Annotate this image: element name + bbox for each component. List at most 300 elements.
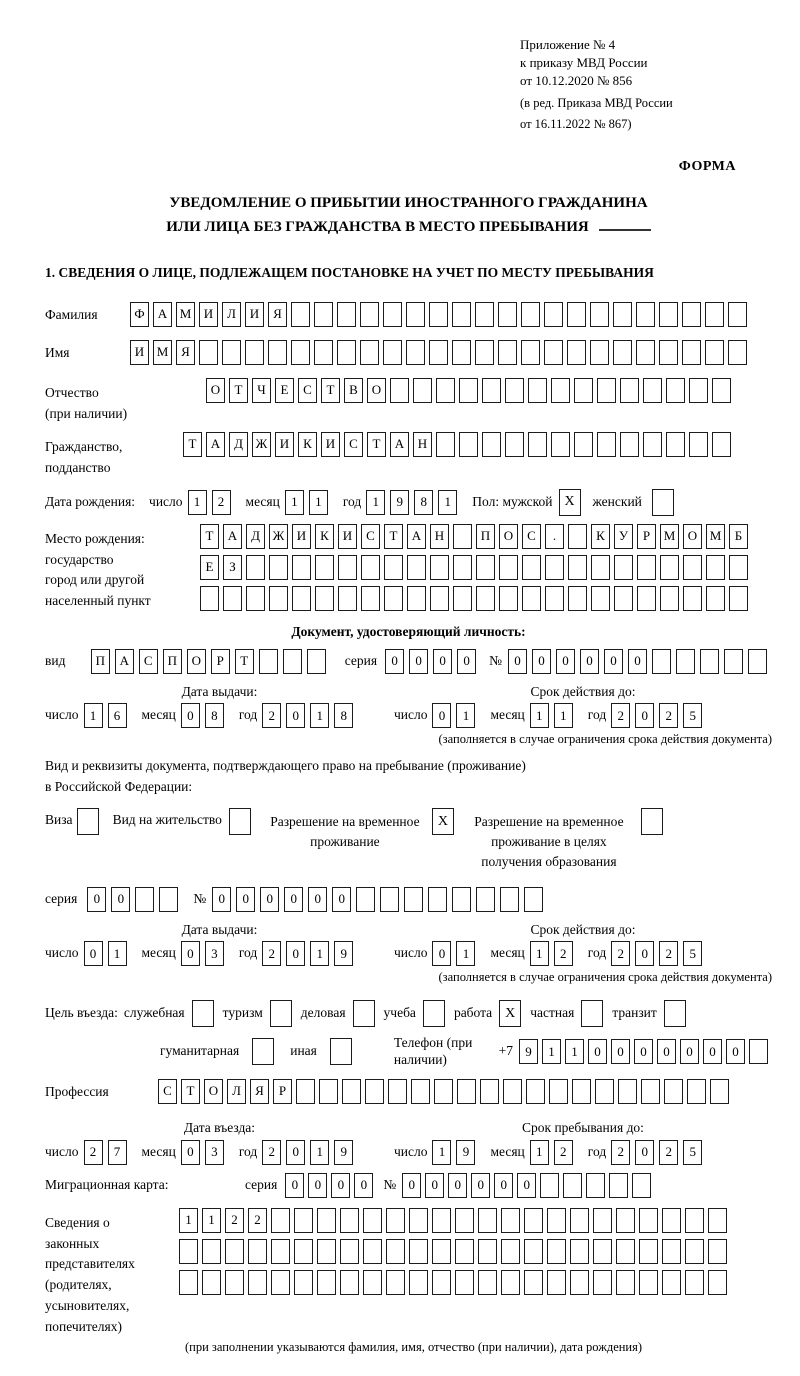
form-cell[interactable]: Е bbox=[200, 555, 219, 580]
form-cell[interactable] bbox=[689, 432, 708, 457]
form-cell[interactable]: 0 bbox=[308, 1173, 327, 1198]
form-cell[interactable] bbox=[652, 649, 671, 674]
form-cell[interactable]: Б bbox=[729, 524, 748, 549]
form-cell[interactable] bbox=[499, 555, 518, 580]
form-cell[interactable] bbox=[591, 555, 610, 580]
form-cell[interactable] bbox=[307, 649, 326, 674]
form-cell[interactable]: З bbox=[223, 555, 242, 580]
form-cell[interactable] bbox=[586, 1173, 605, 1198]
form-cell[interactable]: 1 bbox=[188, 490, 207, 515]
form-cell[interactable]: 1 bbox=[565, 1039, 584, 1064]
form-cell[interactable]: 0 bbox=[508, 649, 527, 674]
form-cell[interactable]: 2 bbox=[262, 703, 281, 728]
form-cell[interactable] bbox=[455, 1208, 474, 1233]
purpose-humanitarian-checkbox[interactable] bbox=[252, 1038, 274, 1065]
form-cell[interactable] bbox=[590, 302, 609, 327]
form-cell[interactable]: 2 bbox=[611, 941, 630, 966]
form-cell[interactable]: Д bbox=[229, 432, 248, 457]
form-cell[interactable]: 1 bbox=[432, 1140, 451, 1165]
form-cell[interactable] bbox=[659, 302, 678, 327]
form-cell[interactable] bbox=[547, 1208, 566, 1233]
form-cell[interactable] bbox=[248, 1270, 267, 1295]
form-cell[interactable] bbox=[480, 1079, 499, 1104]
form-cell[interactable]: Т bbox=[183, 432, 202, 457]
form-cell[interactable] bbox=[521, 302, 540, 327]
form-cell[interactable] bbox=[522, 586, 541, 611]
form-cell[interactable]: Д bbox=[246, 524, 265, 549]
form-cell[interactable]: . bbox=[545, 524, 564, 549]
purpose-transit-checkbox[interactable] bbox=[664, 1000, 686, 1027]
form-cell[interactable] bbox=[563, 1173, 582, 1198]
form-cell[interactable] bbox=[294, 1270, 313, 1295]
form-cell[interactable]: К bbox=[298, 432, 317, 457]
form-cell[interactable]: А bbox=[206, 432, 225, 457]
form-cell[interactable] bbox=[179, 1270, 198, 1295]
form-cell[interactable] bbox=[710, 1079, 729, 1104]
form-cell[interactable]: 0 bbox=[286, 703, 305, 728]
form-cell[interactable] bbox=[294, 1239, 313, 1264]
purpose-official-checkbox[interactable] bbox=[192, 1000, 214, 1027]
form-cell[interactable]: 0 bbox=[181, 1140, 200, 1165]
form-cell[interactable]: 0 bbox=[84, 941, 103, 966]
form-cell[interactable] bbox=[591, 586, 610, 611]
form-cell[interactable]: 2 bbox=[262, 1140, 281, 1165]
form-cell[interactable] bbox=[225, 1270, 244, 1295]
form-cell[interactable]: 3 bbox=[205, 941, 224, 966]
form-cell[interactable] bbox=[593, 1208, 612, 1233]
form-cell[interactable]: А bbox=[390, 432, 409, 457]
form-cell[interactable] bbox=[712, 432, 731, 457]
form-cell[interactable] bbox=[455, 1270, 474, 1295]
form-cell[interactable] bbox=[383, 340, 402, 365]
form-cell[interactable]: 0 bbox=[556, 649, 575, 674]
form-cell[interactable] bbox=[662, 1270, 681, 1295]
form-cell[interactable]: 0 bbox=[385, 649, 404, 674]
form-cell[interactable]: С bbox=[344, 432, 363, 457]
form-cell[interactable] bbox=[505, 378, 524, 403]
form-cell[interactable]: 0 bbox=[111, 887, 130, 912]
form-cell[interactable] bbox=[545, 555, 564, 580]
form-cell[interactable] bbox=[338, 586, 357, 611]
form-cell[interactable]: 0 bbox=[657, 1039, 676, 1064]
form-cell[interactable] bbox=[340, 1239, 359, 1264]
form-cell[interactable] bbox=[356, 887, 375, 912]
form-cell[interactable] bbox=[708, 1208, 727, 1233]
form-cell[interactable] bbox=[222, 340, 241, 365]
form-cell[interactable]: С bbox=[298, 378, 317, 403]
form-cell[interactable] bbox=[572, 1079, 591, 1104]
form-cell[interactable] bbox=[595, 1079, 614, 1104]
form-cell[interactable] bbox=[135, 887, 154, 912]
form-cell[interactable] bbox=[639, 1208, 658, 1233]
form-cell[interactable] bbox=[432, 1208, 451, 1233]
form-cell[interactable]: Т bbox=[321, 378, 340, 403]
form-cell[interactable] bbox=[524, 1208, 543, 1233]
form-cell[interactable]: 1 bbox=[310, 1140, 329, 1165]
form-cell[interactable] bbox=[574, 378, 593, 403]
form-cell[interactable] bbox=[478, 1208, 497, 1233]
form-cell[interactable] bbox=[409, 1239, 428, 1264]
form-cell[interactable]: 2 bbox=[248, 1208, 267, 1233]
form-cell[interactable] bbox=[453, 555, 472, 580]
form-cell[interactable]: П bbox=[476, 524, 495, 549]
form-cell[interactable]: 2 bbox=[262, 941, 281, 966]
form-cell[interactable] bbox=[411, 1079, 430, 1104]
form-cell[interactable] bbox=[682, 302, 701, 327]
form-cell[interactable] bbox=[528, 378, 547, 403]
form-cell[interactable] bbox=[616, 1208, 635, 1233]
form-cell[interactable] bbox=[641, 1079, 660, 1104]
form-cell[interactable]: 0 bbox=[286, 941, 305, 966]
form-cell[interactable] bbox=[528, 432, 547, 457]
form-cell[interactable]: 1 bbox=[309, 490, 328, 515]
form-cell[interactable] bbox=[712, 378, 731, 403]
form-cell[interactable]: Р bbox=[211, 649, 230, 674]
form-cell[interactable] bbox=[315, 555, 334, 580]
form-cell[interactable]: Т bbox=[235, 649, 254, 674]
form-cell[interactable]: М bbox=[660, 524, 679, 549]
form-cell[interactable] bbox=[708, 1270, 727, 1295]
form-cell[interactable] bbox=[524, 1270, 543, 1295]
form-cell[interactable] bbox=[478, 1270, 497, 1295]
form-cell[interactable] bbox=[340, 1208, 359, 1233]
form-cell[interactable] bbox=[526, 1079, 545, 1104]
form-cell[interactable] bbox=[475, 340, 494, 365]
form-cell[interactable] bbox=[246, 586, 265, 611]
form-cell[interactable]: 9 bbox=[334, 1140, 353, 1165]
form-cell[interactable] bbox=[384, 555, 403, 580]
form-cell[interactable] bbox=[683, 555, 702, 580]
form-cell[interactable] bbox=[614, 586, 633, 611]
form-cell[interactable] bbox=[636, 340, 655, 365]
form-cell[interactable] bbox=[246, 555, 265, 580]
form-cell[interactable] bbox=[361, 555, 380, 580]
form-cell[interactable] bbox=[452, 340, 471, 365]
form-cell[interactable] bbox=[643, 378, 662, 403]
form-cell[interactable]: 0 bbox=[680, 1039, 699, 1064]
form-cell[interactable] bbox=[159, 887, 178, 912]
form-cell[interactable] bbox=[706, 586, 725, 611]
form-cell[interactable]: 0 bbox=[285, 1173, 304, 1198]
form-cell[interactable] bbox=[551, 432, 570, 457]
form-cell[interactable] bbox=[683, 586, 702, 611]
form-cell[interactable]: 2 bbox=[611, 703, 630, 728]
form-cell[interactable] bbox=[199, 340, 218, 365]
form-cell[interactable]: Ф bbox=[130, 302, 149, 327]
form-cell[interactable]: 1 bbox=[456, 941, 475, 966]
form-cell[interactable] bbox=[597, 432, 616, 457]
form-cell[interactable]: 5 bbox=[683, 941, 702, 966]
form-cell[interactable] bbox=[568, 555, 587, 580]
form-cell[interactable]: Т bbox=[367, 432, 386, 457]
form-cell[interactable] bbox=[245, 340, 264, 365]
form-cell[interactable]: Ж bbox=[252, 432, 271, 457]
form-cell[interactable]: 0 bbox=[634, 1039, 653, 1064]
form-cell[interactable] bbox=[384, 586, 403, 611]
form-cell[interactable]: К bbox=[315, 524, 334, 549]
form-cell[interactable]: 2 bbox=[554, 1140, 573, 1165]
form-cell[interactable]: 0 bbox=[425, 1173, 444, 1198]
form-cell[interactable] bbox=[568, 586, 587, 611]
form-cell[interactable]: 1 bbox=[84, 703, 103, 728]
purpose-work-checkbox[interactable]: X bbox=[499, 1000, 521, 1027]
form-cell[interactable] bbox=[457, 1079, 476, 1104]
visa-checkbox[interactable] bbox=[77, 808, 99, 835]
form-cell[interactable] bbox=[570, 1239, 589, 1264]
form-cell[interactable]: А bbox=[407, 524, 426, 549]
form-cell[interactable]: 0 bbox=[236, 887, 255, 912]
purpose-other-checkbox[interactable] bbox=[330, 1038, 352, 1065]
form-cell[interactable]: 2 bbox=[659, 941, 678, 966]
form-cell[interactable]: В bbox=[344, 378, 363, 403]
form-cell[interactable] bbox=[524, 887, 543, 912]
form-cell[interactable]: О bbox=[499, 524, 518, 549]
form-cell[interactable]: 0 bbox=[457, 649, 476, 674]
form-cell[interactable]: А bbox=[223, 524, 242, 549]
form-cell[interactable] bbox=[452, 302, 471, 327]
form-cell[interactable]: 1 bbox=[530, 1140, 549, 1165]
form-cell[interactable] bbox=[705, 340, 724, 365]
form-cell[interactable] bbox=[361, 586, 380, 611]
form-cell[interactable]: 0 bbox=[332, 887, 351, 912]
form-cell[interactable]: 0 bbox=[286, 1140, 305, 1165]
form-cell[interactable]: Т bbox=[200, 524, 219, 549]
form-cell[interactable]: 0 bbox=[703, 1039, 722, 1064]
form-cell[interactable]: И bbox=[130, 340, 149, 365]
form-cell[interactable]: 1 bbox=[530, 941, 549, 966]
form-cell[interactable]: 1 bbox=[542, 1039, 561, 1064]
form-cell[interactable]: Р bbox=[637, 524, 656, 549]
form-cell[interactable] bbox=[728, 302, 747, 327]
form-cell[interactable] bbox=[660, 555, 679, 580]
form-cell[interactable] bbox=[337, 302, 356, 327]
form-cell[interactable] bbox=[522, 555, 541, 580]
form-cell[interactable]: Я bbox=[268, 302, 287, 327]
form-cell[interactable]: Я bbox=[250, 1079, 269, 1104]
form-cell[interactable] bbox=[453, 586, 472, 611]
form-cell[interactable] bbox=[593, 1239, 612, 1264]
form-cell[interactable]: 2 bbox=[225, 1208, 244, 1233]
form-cell[interactable]: 5 bbox=[683, 703, 702, 728]
form-cell[interactable]: Я bbox=[176, 340, 195, 365]
form-cell[interactable]: А bbox=[115, 649, 134, 674]
form-cell[interactable]: Т bbox=[384, 524, 403, 549]
form-cell[interactable]: 1 bbox=[179, 1208, 198, 1233]
form-cell[interactable] bbox=[406, 340, 425, 365]
form-cell[interactable]: П bbox=[91, 649, 110, 674]
form-cell[interactable]: 0 bbox=[402, 1173, 421, 1198]
form-cell[interactable] bbox=[505, 432, 524, 457]
form-cell[interactable]: 0 bbox=[284, 887, 303, 912]
form-cell[interactable] bbox=[409, 1208, 428, 1233]
form-cell[interactable] bbox=[593, 1270, 612, 1295]
form-cell[interactable] bbox=[291, 302, 310, 327]
form-cell[interactable]: 0 bbox=[354, 1173, 373, 1198]
form-cell[interactable] bbox=[271, 1239, 290, 1264]
form-cell[interactable] bbox=[620, 378, 639, 403]
form-cell[interactable] bbox=[662, 1239, 681, 1264]
form-cell[interactable] bbox=[292, 586, 311, 611]
form-cell[interactable] bbox=[689, 378, 708, 403]
form-cell[interactable] bbox=[430, 555, 449, 580]
form-cell[interactable] bbox=[609, 1173, 628, 1198]
purpose-tourism-checkbox[interactable] bbox=[270, 1000, 292, 1027]
form-cell[interactable] bbox=[337, 340, 356, 365]
form-cell[interactable] bbox=[616, 1239, 635, 1264]
form-cell[interactable]: Н bbox=[430, 524, 449, 549]
form-cell[interactable] bbox=[498, 302, 517, 327]
form-cell[interactable]: 1 bbox=[438, 490, 457, 515]
form-cell[interactable]: 0 bbox=[494, 1173, 513, 1198]
form-cell[interactable] bbox=[386, 1270, 405, 1295]
form-cell[interactable]: 9 bbox=[456, 1140, 475, 1165]
form-cell[interactable] bbox=[429, 340, 448, 365]
form-cell[interactable] bbox=[459, 378, 478, 403]
form-cell[interactable]: П bbox=[163, 649, 182, 674]
form-cell[interactable] bbox=[314, 340, 333, 365]
sex-male-checkbox[interactable]: X bbox=[559, 489, 581, 516]
form-cell[interactable] bbox=[292, 555, 311, 580]
form-cell[interactable]: С bbox=[522, 524, 541, 549]
form-cell[interactable]: 9 bbox=[334, 941, 353, 966]
form-cell[interactable] bbox=[476, 887, 495, 912]
form-cell[interactable]: Л bbox=[222, 302, 241, 327]
form-cell[interactable] bbox=[728, 340, 747, 365]
form-cell[interactable] bbox=[524, 1239, 543, 1264]
form-cell[interactable]: 0 bbox=[181, 703, 200, 728]
form-cell[interactable] bbox=[685, 1208, 704, 1233]
form-cell[interactable]: 1 bbox=[554, 703, 573, 728]
form-cell[interactable] bbox=[360, 340, 379, 365]
form-cell[interactable] bbox=[498, 340, 517, 365]
form-cell[interactable] bbox=[294, 1208, 313, 1233]
form-cell[interactable] bbox=[202, 1239, 221, 1264]
form-cell[interactable]: О bbox=[204, 1079, 223, 1104]
form-cell[interactable]: 1 bbox=[456, 703, 475, 728]
form-cell[interactable] bbox=[363, 1208, 382, 1233]
form-cell[interactable]: 2 bbox=[554, 941, 573, 966]
form-cell[interactable]: 8 bbox=[414, 490, 433, 515]
form-cell[interactable]: 0 bbox=[726, 1039, 745, 1064]
form-cell[interactable] bbox=[453, 524, 472, 549]
form-cell[interactable]: 0 bbox=[432, 941, 451, 966]
form-cell[interactable]: 9 bbox=[390, 490, 409, 515]
form-cell[interactable]: Р bbox=[273, 1079, 292, 1104]
form-cell[interactable]: 0 bbox=[611, 1039, 630, 1064]
form-cell[interactable] bbox=[620, 432, 639, 457]
form-cell[interactable]: 0 bbox=[331, 1173, 350, 1198]
form-cell[interactable]: 9 bbox=[519, 1039, 538, 1064]
residence-permit-checkbox[interactable] bbox=[229, 808, 251, 835]
form-cell[interactable] bbox=[544, 302, 563, 327]
form-cell[interactable] bbox=[632, 1173, 651, 1198]
form-cell[interactable] bbox=[700, 649, 719, 674]
form-cell[interactable] bbox=[685, 1239, 704, 1264]
form-cell[interactable] bbox=[687, 1079, 706, 1104]
form-cell[interactable] bbox=[432, 1239, 451, 1264]
form-cell[interactable] bbox=[482, 432, 501, 457]
purpose-study-checkbox[interactable] bbox=[423, 1000, 445, 1027]
form-cell[interactable]: 5 bbox=[683, 1140, 702, 1165]
form-cell[interactable]: 0 bbox=[532, 649, 551, 674]
form-cell[interactable] bbox=[500, 887, 519, 912]
form-cell[interactable] bbox=[590, 340, 609, 365]
form-cell[interactable]: 0 bbox=[448, 1173, 467, 1198]
form-cell[interactable] bbox=[706, 555, 725, 580]
form-cell[interactable] bbox=[662, 1208, 681, 1233]
form-cell[interactable] bbox=[551, 378, 570, 403]
form-cell[interactable]: 0 bbox=[471, 1173, 490, 1198]
form-cell[interactable] bbox=[501, 1239, 520, 1264]
form-cell[interactable]: С bbox=[139, 649, 158, 674]
form-cell[interactable]: 0 bbox=[580, 649, 599, 674]
form-cell[interactable]: 1 bbox=[202, 1208, 221, 1233]
purpose-private-checkbox[interactable] bbox=[581, 1000, 603, 1027]
form-cell[interactable] bbox=[618, 1079, 637, 1104]
form-cell[interactable]: 1 bbox=[285, 490, 304, 515]
form-cell[interactable] bbox=[436, 432, 455, 457]
form-cell[interactable]: 6 bbox=[108, 703, 127, 728]
form-cell[interactable] bbox=[705, 302, 724, 327]
form-cell[interactable] bbox=[248, 1239, 267, 1264]
form-cell[interactable]: О bbox=[683, 524, 702, 549]
form-cell[interactable] bbox=[664, 1079, 683, 1104]
form-cell[interactable] bbox=[409, 1270, 428, 1295]
form-cell[interactable]: 0 bbox=[635, 941, 654, 966]
form-cell[interactable]: С bbox=[158, 1079, 177, 1104]
form-cell[interactable] bbox=[685, 1270, 704, 1295]
form-cell[interactable] bbox=[616, 1270, 635, 1295]
form-cell[interactable]: О bbox=[367, 378, 386, 403]
form-cell[interactable]: 1 bbox=[530, 703, 549, 728]
form-cell[interactable] bbox=[547, 1239, 566, 1264]
form-cell[interactable]: А bbox=[153, 302, 172, 327]
form-cell[interactable] bbox=[365, 1079, 384, 1104]
form-cell[interactable] bbox=[430, 586, 449, 611]
form-cell[interactable] bbox=[271, 1270, 290, 1295]
form-cell[interactable]: И bbox=[321, 432, 340, 457]
form-cell[interactable] bbox=[434, 1079, 453, 1104]
form-cell[interactable] bbox=[540, 1173, 559, 1198]
form-cell[interactable] bbox=[428, 887, 447, 912]
form-cell[interactable] bbox=[475, 302, 494, 327]
form-cell[interactable]: Н bbox=[413, 432, 432, 457]
form-cell[interactable]: 2 bbox=[659, 703, 678, 728]
form-cell[interactable] bbox=[407, 586, 426, 611]
form-cell[interactable]: 1 bbox=[310, 703, 329, 728]
form-cell[interactable] bbox=[413, 378, 432, 403]
form-cell[interactable] bbox=[459, 432, 478, 457]
form-cell[interactable] bbox=[639, 1239, 658, 1264]
form-cell[interactable] bbox=[338, 555, 357, 580]
form-cell[interactable]: 0 bbox=[212, 887, 231, 912]
form-cell[interactable]: 0 bbox=[588, 1039, 607, 1064]
form-cell[interactable] bbox=[666, 432, 685, 457]
form-cell[interactable]: И bbox=[292, 524, 311, 549]
form-cell[interactable]: 2 bbox=[84, 1140, 103, 1165]
form-cell[interactable] bbox=[360, 302, 379, 327]
form-cell[interactable] bbox=[407, 555, 426, 580]
form-cell[interactable] bbox=[179, 1239, 198, 1264]
form-cell[interactable]: Т bbox=[181, 1079, 200, 1104]
form-cell[interactable] bbox=[659, 340, 678, 365]
form-cell[interactable] bbox=[314, 302, 333, 327]
form-cell[interactable] bbox=[708, 1239, 727, 1264]
form-cell[interactable]: Л bbox=[227, 1079, 246, 1104]
form-cell[interactable] bbox=[614, 555, 633, 580]
form-cell[interactable] bbox=[748, 649, 767, 674]
form-cell[interactable]: 1 bbox=[108, 941, 127, 966]
